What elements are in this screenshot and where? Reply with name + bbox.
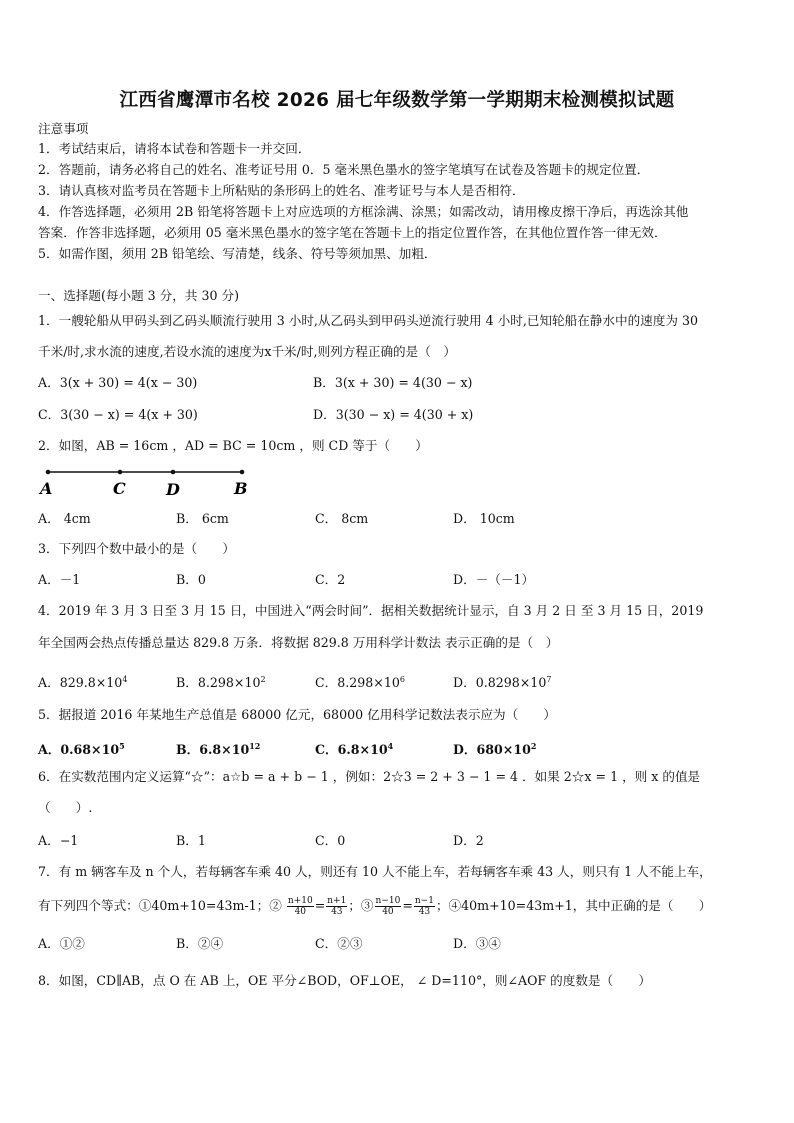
question-5-stem: 5．据报道 2016 年某地生产总值是 68000 亿元，68000 亿用科学记数法表示应为（ ） — [38, 707, 557, 722]
q6-option-a: A．−1 — [38, 833, 79, 848]
q6-option-b: B．1 — [176, 833, 206, 848]
point-c-label: C — [113, 479, 126, 498]
q6-option-d: D．2 — [453, 833, 484, 848]
q4-option-c: C．$8.298\times 10^6$ — [315, 675, 405, 691]
q2-option-b: B． 6cm — [176, 511, 229, 526]
question-3-stem: 3．下列四个数中最小的是（ ） — [38, 541, 235, 556]
question-4-stem: 4．2019 年 3 月 3 日至 3 月 15 日，中国进入“两会时间”．据相关数据统计显示，自 3 月 2 日 至 3 月 15 日，2019 — [38, 603, 704, 618]
q1-option-d: D．3(30 − x) = 4(30 + x) — [313, 407, 474, 422]
question-8-stem: 8．如图，CD∥AB，点 O 在 AB 上，OE 平分∠BOD，OF⊥OE， ∠ D=110°，则∠AOF 的度数是（ ） — [38, 973, 651, 988]
q7-option-c: C．②③ — [315, 936, 363, 951]
point-d-label: D — [166, 480, 180, 499]
question-1-stem-cont: 千米/时,求水流的速度,若设水流的速度为x千米/时,则列方程正确的是（ ） — [38, 344, 457, 359]
point-d-dot — [171, 470, 176, 475]
q5-option-d: D．$680\times 10^2$ — [453, 741, 537, 758]
question-4-stem-cont: 年全国两会热点传播总量达 829.8 万条．将数据 829.8 万用科学计数法 表示正确的是（ ） — [38, 635, 559, 650]
q5-option-c: C．$6.8\times 10^4$ — [315, 741, 394, 758]
fraction: $\frac{n-1}{43}$ — [414, 896, 434, 917]
q2-option-a: A． 4cm — [38, 511, 91, 526]
section-heading: 一、选择题(每小题 3 分，共 30 分) — [38, 288, 240, 303]
question-6-stem-cont: （ ）. — [38, 800, 93, 815]
fraction: $\frac{n-10}{40}$ — [375, 896, 401, 917]
notice-item: 4．作答选择题，必须用 2B 铅笔将答题卡上对应选项的方框涂满、涂黑；如需改动，请用橡皮擦干净后，再选涂其他 — [38, 204, 689, 219]
question-2-stem: 2．如图，AB = 16cm ，AD = BC = 10cm ，则 CD 等于（ ） — [38, 438, 428, 453]
q2-option-d: D． 10cm — [453, 511, 515, 526]
q7-option-a: A．①② — [38, 936, 85, 951]
question-6-stem: 6．在实数范围内定义运算“☆”：a☆b = a + b − 1 ，例如：2☆3 = 2 + 3 − 1 = 4 ．如果 2☆x = 1 ，则 x 的值是 — [38, 769, 701, 784]
segment-figure — [36, 462, 256, 502]
fraction: $\frac{n+1}{43}$ — [327, 896, 347, 917]
point-c-dot — [118, 470, 123, 475]
q3-option-a: A．－1 — [38, 572, 81, 587]
q4-option-b: B．$8.298\times 10^2$ — [176, 675, 266, 691]
q6-option-c: C．0 — [315, 833, 346, 848]
q1-option-b: B．3(x + 30) = 4(30 − x) — [313, 375, 473, 390]
q3-option-b: B．0 — [176, 572, 206, 587]
question-7-equations: 有下列四个等式：①40m+10=43m-1；② $\frac{n+10}{40}$ = $\frac{n+1}{43}$ ；③ $\frac{n-10}{40}$ = $\frac{n-1}{43}$ ；④40m+10=43m+1，其中正确的是（ ） — [38, 896, 712, 917]
point-b-dot — [240, 470, 245, 475]
q2-option-c: C． 8cm — [315, 511, 369, 526]
notice-item: 5．如需作图，须用 2B 铅笔绘、写清楚，线条、符号等须加黑、加粗． — [38, 246, 437, 261]
q3-option-c: C．2 — [315, 572, 346, 587]
question-7-stem: 7．有 m 辆客车及 n 个人，若每辆客车乘 40 人，则还有 10 人不能上车，若每辆客车乘 43 人，则只有 1 人不能上车， — [38, 864, 712, 879]
fraction: $\frac{n+10}{40}$ — [287, 896, 313, 917]
notice-item: 1．考试结束后，请将本试卷和答题卡一并交回． — [38, 141, 311, 156]
question-1-stem: 1．一艘轮船从甲码头到乙码头顺流行驶用 3 小时,从乙码头到甲码头逆流行驶用 4 小时,已知轮船在静水中的速度为 30 — [38, 313, 698, 328]
point-b-label: B — [234, 479, 248, 498]
point-a-dot — [46, 470, 51, 475]
page-title: 江西省鹰潭市名校 2026 届七年级数学第一学期期末检测模拟试题 — [119, 90, 675, 111]
notice-item: 3．请认真核对监考员在答题卡上所粘贴的条形码上的姓名、准考证号与本人是否相符． — [38, 183, 525, 198]
q7-option-b: B．②④ — [176, 936, 224, 951]
q4-option-a: A．$829.8\times 10^4$ — [38, 675, 128, 691]
q1-option-a: A．3(x + 30) = 4(x − 30) — [38, 375, 198, 390]
q4-option-d: D．$0.8298\times 10^7$ — [453, 675, 552, 691]
q5-option-b: B．$6.8\times 10^{12}$ — [176, 741, 261, 758]
q5-option-a: A．$0.68\times 10^5$ — [38, 741, 125, 758]
notice-item: 答案．作答非选择题，必须用 05 毫米黑色墨水的签字笔在答题卡上的指定位置作答，在其他位置作答一律无效． — [38, 225, 667, 240]
q3-option-d: D．－（－1） — [453, 572, 535, 587]
notice-item: 2．答题前，请务必将自己的姓名、准考证号用 0．5 毫米黑色墨水的签字笔填写在试卷及答题卡的规定位置． — [38, 162, 650, 177]
q7-option-d: D．③④ — [453, 936, 501, 951]
notice-heading: 注意事项 — [38, 121, 89, 136]
point-a-label: A — [40, 479, 53, 498]
q1-option-c: C．3(30 − x) = 4(x + 30) — [38, 407, 198, 422]
